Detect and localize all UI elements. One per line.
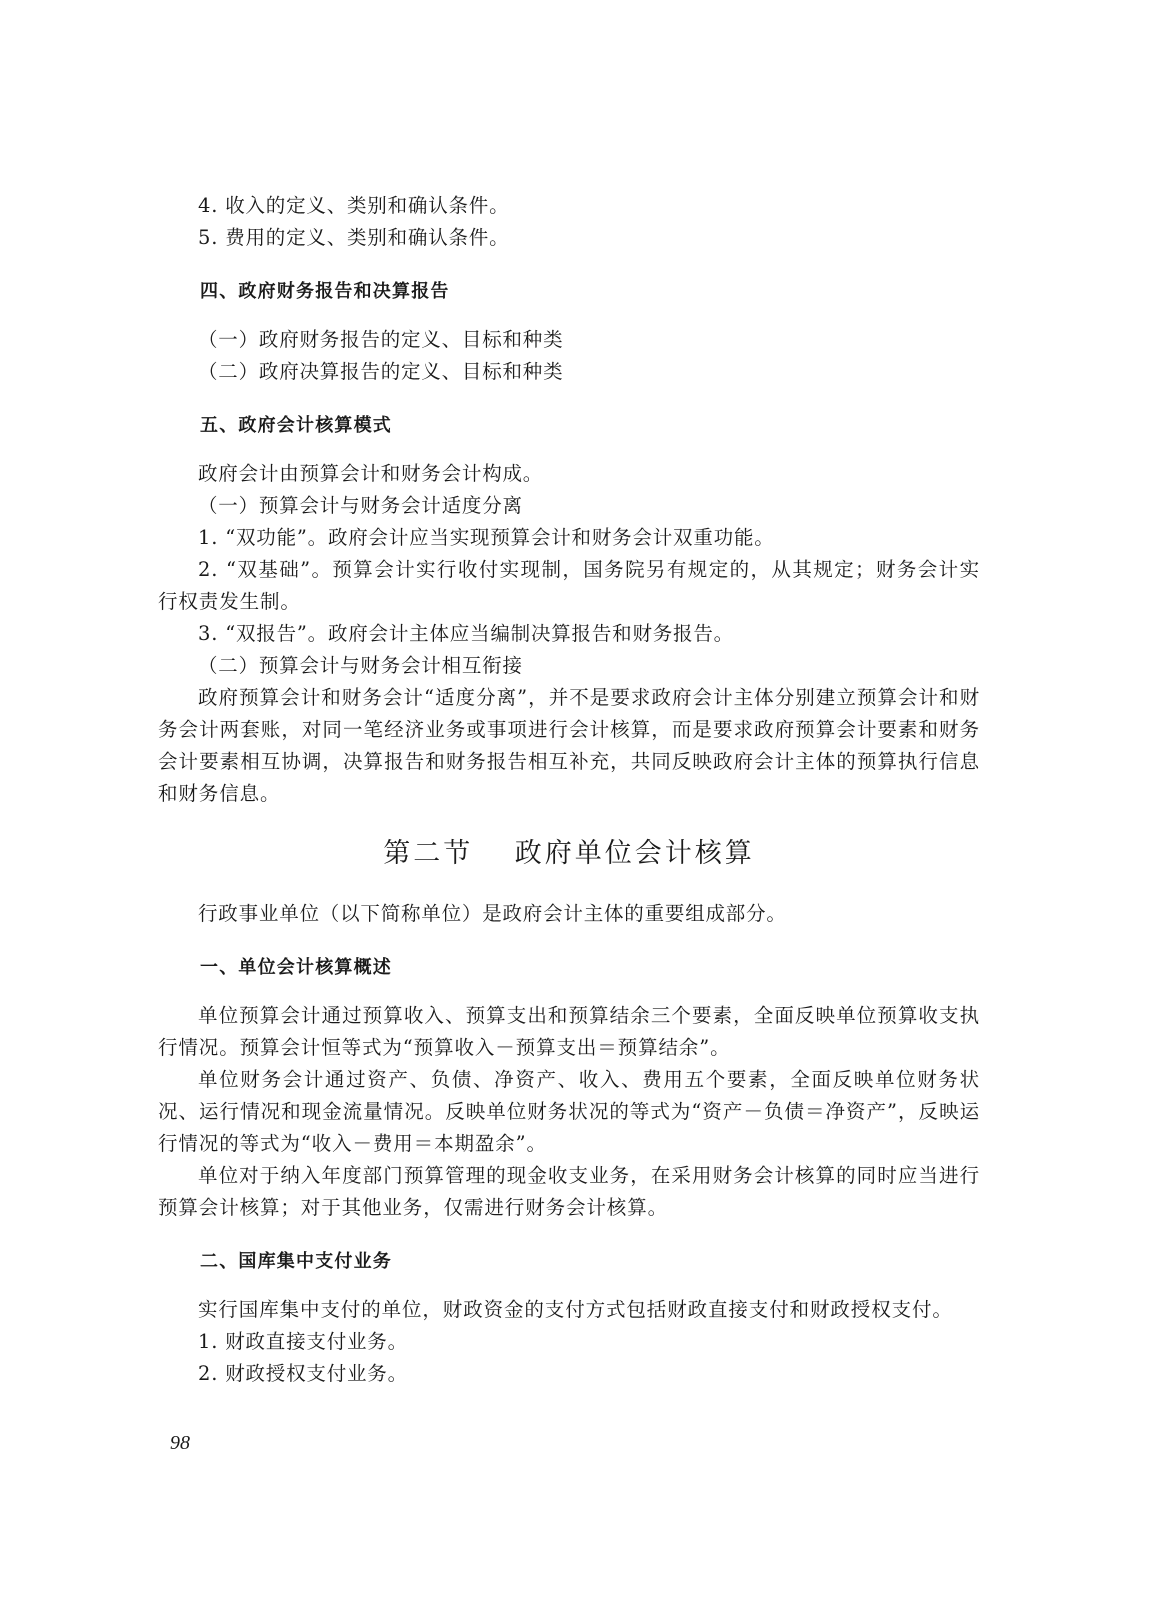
page-body	[158, 190, 980, 1390]
text-line: 1. 财政直接支付业务。	[198, 1330, 408, 1353]
text-line: （一）预算会计与财务会计适度分离	[198, 494, 523, 517]
section-heading: 五、政府会计核算模式	[200, 415, 392, 436]
text-line: 3. “双报告”。政府会计主体应当编制决算报告和财务报告。	[198, 622, 734, 645]
section-heading: 二、国库集中支付业务	[200, 1251, 392, 1272]
paragraph: 实行国库集中支付的单位，财政资金的支付方式包括财政直接支付和财政授权支付。	[198, 1298, 953, 1321]
text-line: 2. 财政授权支付业务。	[198, 1362, 408, 1385]
paragraph: 单位财务会计通过资产、负债、净资产、收入、费用五个要素，全面反映单位财务状况、运行情况和现金流量情况。反映单位财务状况的等式为“资产－负债＝净资产”，反映运行情况的等式为“收入－费用＝本期盈余”。	[158, 1068, 980, 1155]
text-line: 4. 收入的定义、类别和确认条件。	[198, 194, 510, 217]
paragraph: 政府预算会计和财务会计“适度分离”，并不是要求政府会计主体分别建立预算会计和财务会计两套账，对同一笔经济业务或事项进行会计核算，而是要求政府预算会计要素和财务会计要素相互协调，决算报告和财务报告相互补充，共同反映政府会计主体的预算执行信息和财务信息。	[158, 686, 980, 805]
text-line: 1. “双功能”。政府会计应当实现预算会计和财务会计双重功能。	[198, 526, 775, 549]
paragraph: 单位对于纳入年度部门预算管理的现金收支业务，在采用财务会计核算的同时应当进行预算会计核算；对于其他业务，仅需进行财务会计核算。	[158, 1164, 980, 1219]
text-line: 行政事业单位（以下简称单位）是政府会计主体的重要组成部分。	[198, 902, 787, 925]
text-line: 政府会计由预算会计和财务会计构成。	[198, 462, 544, 485]
text-line: （一）政府财务报告的定义、目标和种类	[198, 328, 564, 351]
paragraph: 单位预算会计通过预算收入、预算支出和预算结余三个要素，全面反映单位预算收支执行情况。预算会计恒等式为“预算收入－预算支出＝预算结余”。	[158, 1004, 980, 1059]
section-heading: 一、单位会计核算概述	[200, 957, 392, 978]
chapter-section-title: 第二节 政府单位会计核算	[383, 838, 755, 869]
section-heading: 四、政府财务报告和决算报告	[200, 281, 450, 302]
text-line: 5. 费用的定义、类别和确认条件。	[198, 226, 510, 249]
page-number: 98	[170, 1432, 190, 1454]
text-line: （二）政府决算报告的定义、目标和种类	[198, 360, 564, 383]
paragraph: 2. “双基础”。预算会计实行收付实现制，国务院另有规定的，从其规定；财务会计实行权责发生制。	[158, 558, 980, 613]
text-line: （二）预算会计与财务会计相互衔接	[198, 654, 523, 677]
